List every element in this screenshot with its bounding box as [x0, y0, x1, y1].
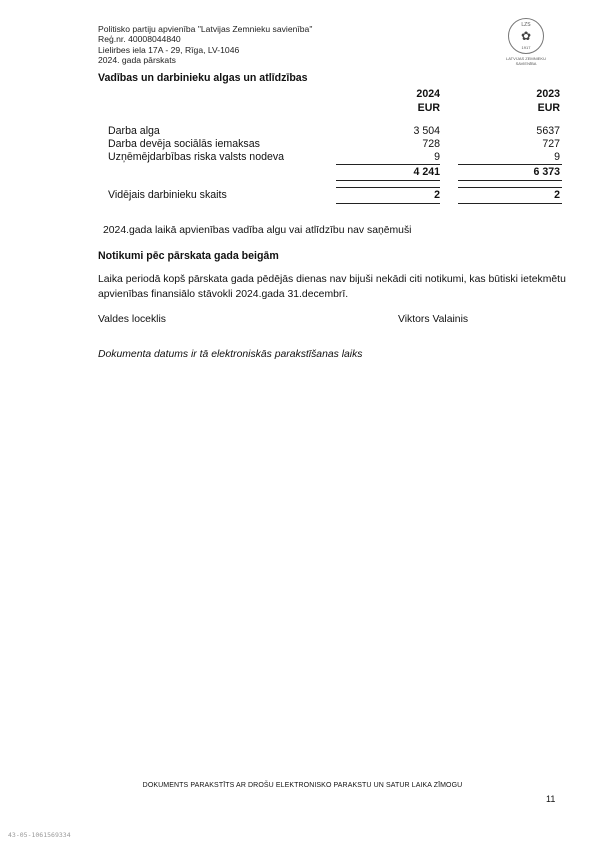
subtotal-rule-2023	[458, 164, 562, 165]
employees-top-rule-2024	[336, 187, 440, 188]
document-mark: 43-05-1061569334	[8, 831, 71, 839]
document-date-note: Dokumenta datums ir tā elektroniskās parakstīšanas laiks	[98, 349, 363, 360]
total-value-2024: 4 241	[413, 166, 440, 178]
logo-abbr: LZS	[521, 22, 531, 28]
logo-caption-line2: SAVIENĪBA	[515, 61, 537, 66]
row-value-salary-2023: 5637	[536, 125, 560, 137]
row-label-employees: Vidējais darbinieku skaits	[108, 189, 227, 201]
organization-logo	[503, 18, 549, 66]
total-rule-2023	[458, 180, 562, 181]
total-rule-2024	[336, 180, 440, 181]
signed-notice: DOKUMENTS PARAKSTĪTS AR DROŠU ELEKTRONISKO PARAKSTU UN SATUR LAIKA ZĪMOGU	[142, 782, 463, 789]
signatory-name: Viktors Valainis	[398, 314, 469, 325]
events-section-title: Notikumi pēc pārskata gada beigām	[98, 250, 279, 262]
logo-year: 1917	[521, 45, 531, 50]
row-label-salary: Darba alga	[108, 125, 160, 137]
row-value-risk-2024: 9	[434, 151, 440, 163]
row-value-social-2023: 727	[542, 138, 560, 150]
org-name: Politisko partiju apvienība "Latvijas Zemnieku savienība"	[98, 24, 313, 34]
signatory-role: Valdes loceklis	[98, 314, 166, 325]
employees-value-2024: 2	[434, 189, 440, 201]
address: Lielirbes iela 17A - 29, Rīga, LV-1046	[98, 44, 240, 55]
page-number: 11	[546, 794, 556, 804]
row-label-risk-fee: Uzņēmējdarbības riska valsts nodeva	[108, 151, 285, 163]
column-currency-2024: EUR	[417, 102, 440, 114]
salaries-section-title: Vadības un darbinieku algas un atlīdzības	[98, 72, 308, 84]
row-value-salary-2024: 3 504	[413, 125, 440, 137]
wheat-icon: ✿	[520, 29, 532, 43]
events-text-line1: Laika periodā kopš pārskata gada pēdējās dienas nav bijuši nekādi citi notikumi, kas būtiski ietekmētu	[98, 274, 566, 285]
report-title: 2024. gada pārskats	[98, 55, 176, 66]
logo-emblem	[508, 18, 544, 54]
column-header-2023	[500, 87, 560, 115]
row-value-social-2024: 728	[422, 138, 440, 150]
employees-bottom-rule-2024	[336, 203, 440, 204]
subtotal-rule-2024	[336, 164, 440, 165]
document-header	[98, 24, 312, 66]
registration-number: Reģ.nr. 40008044840	[98, 34, 181, 45]
column-year-2023: 2023	[536, 88, 560, 100]
employees-top-rule-2023	[458, 187, 562, 188]
total-value-2023: 6 373	[533, 166, 560, 178]
row-label-social-contributions: Darba devēja sociālās iemaksas	[108, 138, 260, 150]
salary-note: 2024.gada laikā apvienības vadība algu vai atlīdzību nav saņēmuši	[103, 225, 412, 236]
logo-caption-line1: LATVIJAS ZEMNIEKU	[506, 56, 546, 61]
employees-value-2023: 2	[554, 189, 560, 201]
events-text-line2: apvienības finansiālo stāvokli 2024.gada 31.decembrī.	[98, 289, 349, 300]
logo-caption	[503, 56, 549, 66]
employees-bottom-rule-2023	[458, 203, 562, 204]
column-header-2024	[380, 87, 440, 115]
events-paragraph	[98, 272, 568, 302]
column-year-2024: 2024	[416, 88, 440, 100]
column-currency-2023: EUR	[537, 102, 560, 114]
row-value-risk-2023: 9	[554, 151, 560, 163]
